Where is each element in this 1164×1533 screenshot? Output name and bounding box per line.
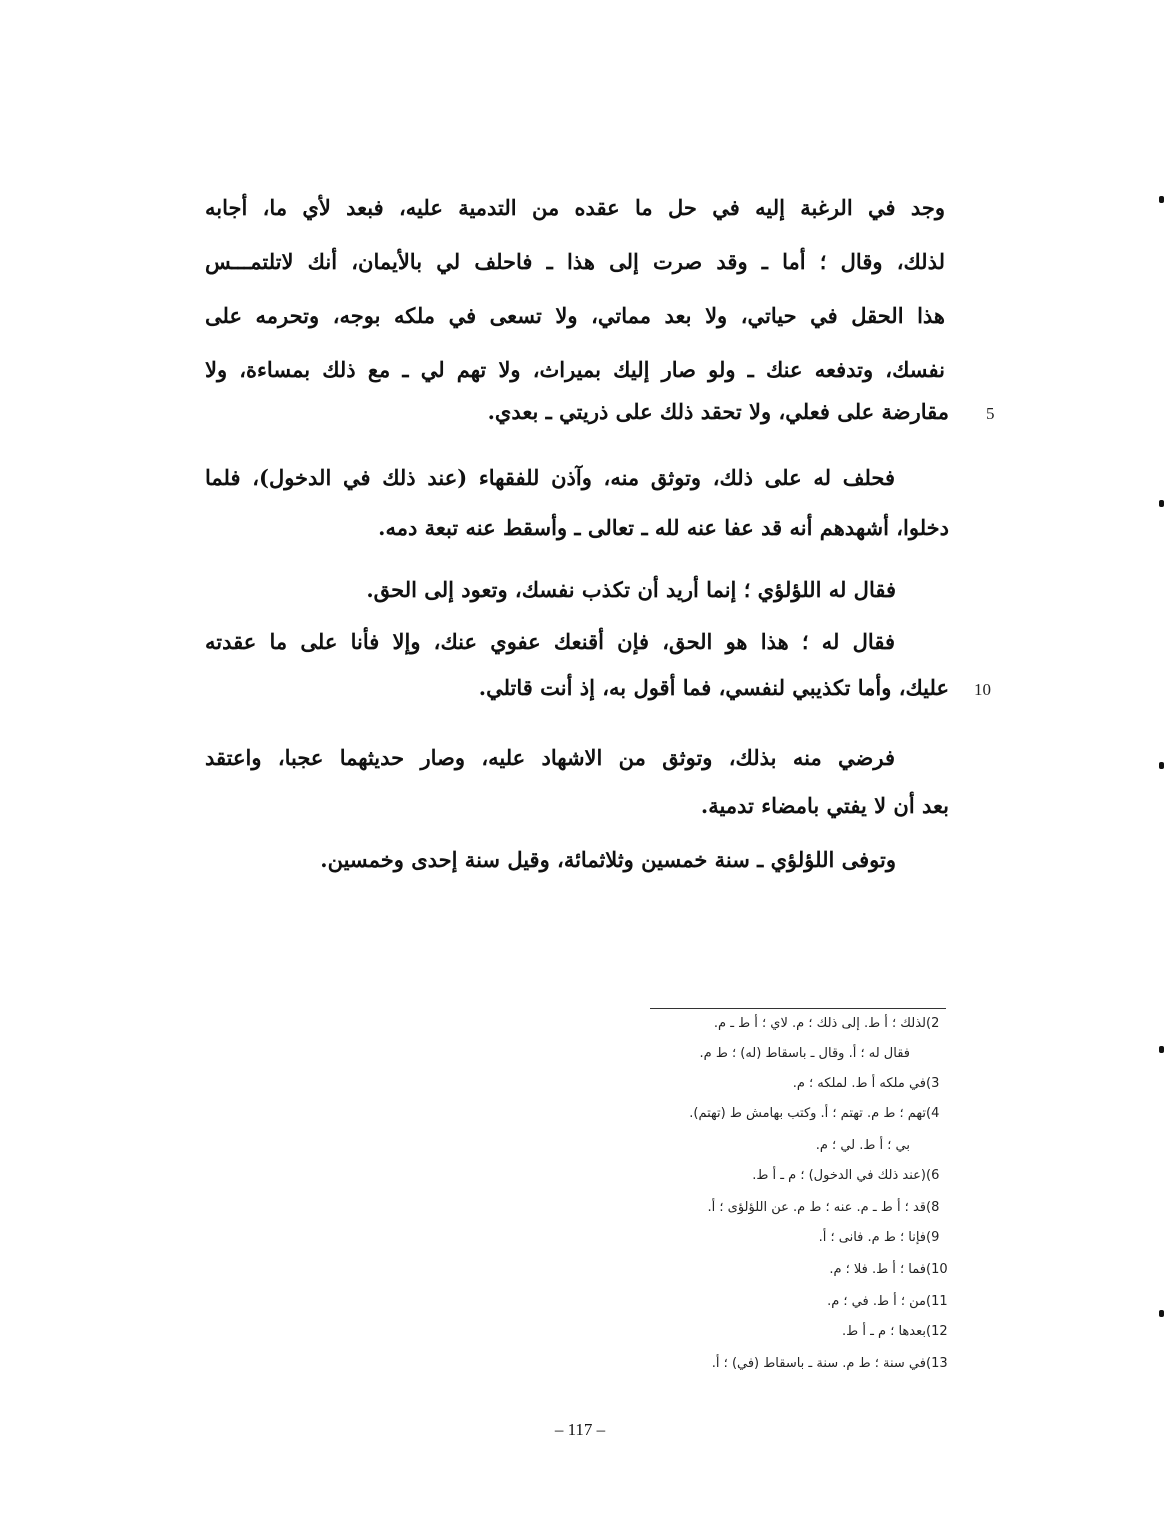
text-line: عليك، وأما تكذيبي لنفسي، فما أقول به، إذ أنت قاتلي. <box>478 675 949 700</box>
footnote-rule <box>650 1008 946 1009</box>
text-line: مقارضة على فعلي، ولا تحقد ذلك على ذريتي ـ بعدي. <box>487 399 949 424</box>
footnote: 11)من ؛ أ ط. في ؛ م. <box>827 1294 948 1309</box>
margin-dot <box>1159 1310 1164 1317</box>
footnote: 2)لذلك ؛ أ ط. إلى ذلك ؛ م. لاي ؛ أ ط ـ م. <box>713 1016 940 1031</box>
footnote: 12)بعدها ؛ م ـ أ ط. <box>842 1324 948 1339</box>
text-line: فرضي منه بذلك، وتوثق من الاشهاد عليه، وصار حديثهما عجبا، واعتقد <box>205 745 895 770</box>
line-number: 5 <box>986 404 995 423</box>
text-line: فقال له ؛ هذا هو الحق، فإن أقنعك عفوي عنك، وإلا فأنا على ما عقدته <box>205 629 895 654</box>
text-line: فحلف له على ذلك، وتوثق منه، وآذن للفقهاء (عند ذلك في الدخول)، فلما <box>205 465 895 490</box>
footnote: 9)فإنا ؛ ط م. فانى ؛ أ. <box>818 1230 940 1245</box>
text-line: فقال له اللؤلؤي ؛ إنما أريد أن تكذب نفسك، وتعود إلى الحق. <box>366 577 896 602</box>
footnote: فقال له ؛ أ. وقال ـ باسقاط (له) ؛ ط م. <box>699 1046 910 1061</box>
margin-dot <box>1159 196 1164 203</box>
text-line: وجد في الرغبة إليه في حل ما عقده من التدمية عليه، فبعد لأي ما، أجابه <box>205 195 945 220</box>
footnote: 4)تهم ؛ ط م. تهتم ؛ أ. وكتب بهامش ط (تهتم). <box>689 1106 940 1121</box>
text-line: وتوفى اللؤلؤي ـ سنة خمسين وثلاثمائة، وقيل سنة إحدى وخمسين. <box>320 847 896 872</box>
text-line: هذا الحقل في حياتي، ولا بعد مماتي، ولا تسعى في ملكه بوجه، وتحرمه على <box>205 303 945 328</box>
text-line: بعد أن لا يفتي بامضاء تدمية. <box>700 793 949 818</box>
line-number: 10 <box>974 680 991 699</box>
footnote: 8)قد ؛ أ ط ـ م. عنه ؛ ط م. عن اللؤلؤى ؛ أ. <box>707 1200 940 1215</box>
page-number: – 117 – <box>554 1420 606 1439</box>
footnote: 3)في ملكه أ ط. لملكه ؛ م. <box>792 1076 940 1091</box>
footnote: 13)في سنة ؛ ط م. سنة ـ باسقاط (في) ؛ أ. <box>711 1356 948 1371</box>
text-line: لذلك، وقال ؛ أما ـ وقد صرت إلى هذا ـ فاحلف لي بالأيمان، أنك لاتلتمـــس <box>205 249 945 274</box>
text-line: دخلوا، أشهدهم أنه قد عفا عنه لله ـ تعالى ـ وأسقط عنه تبعة دمه. <box>378 515 949 540</box>
footnote: 6)(عند ذلك في الدخول) ؛ م ـ أ ط. <box>752 1168 940 1183</box>
footnote: بي ؛ أ ط. لي ؛ م. <box>815 1138 910 1153</box>
margin-dot <box>1159 1046 1164 1053</box>
text-line: نفسك، وتدفعه عنك ـ ولو صار إليك بميراث، ولا تهم لي ـ مع ذلك بمساءة، ولا <box>205 357 945 382</box>
margin-dot <box>1159 762 1164 769</box>
footnote: 10)فما ؛ أ ط. فلا ؛ م. <box>829 1262 948 1277</box>
margin-dot <box>1159 500 1164 507</box>
